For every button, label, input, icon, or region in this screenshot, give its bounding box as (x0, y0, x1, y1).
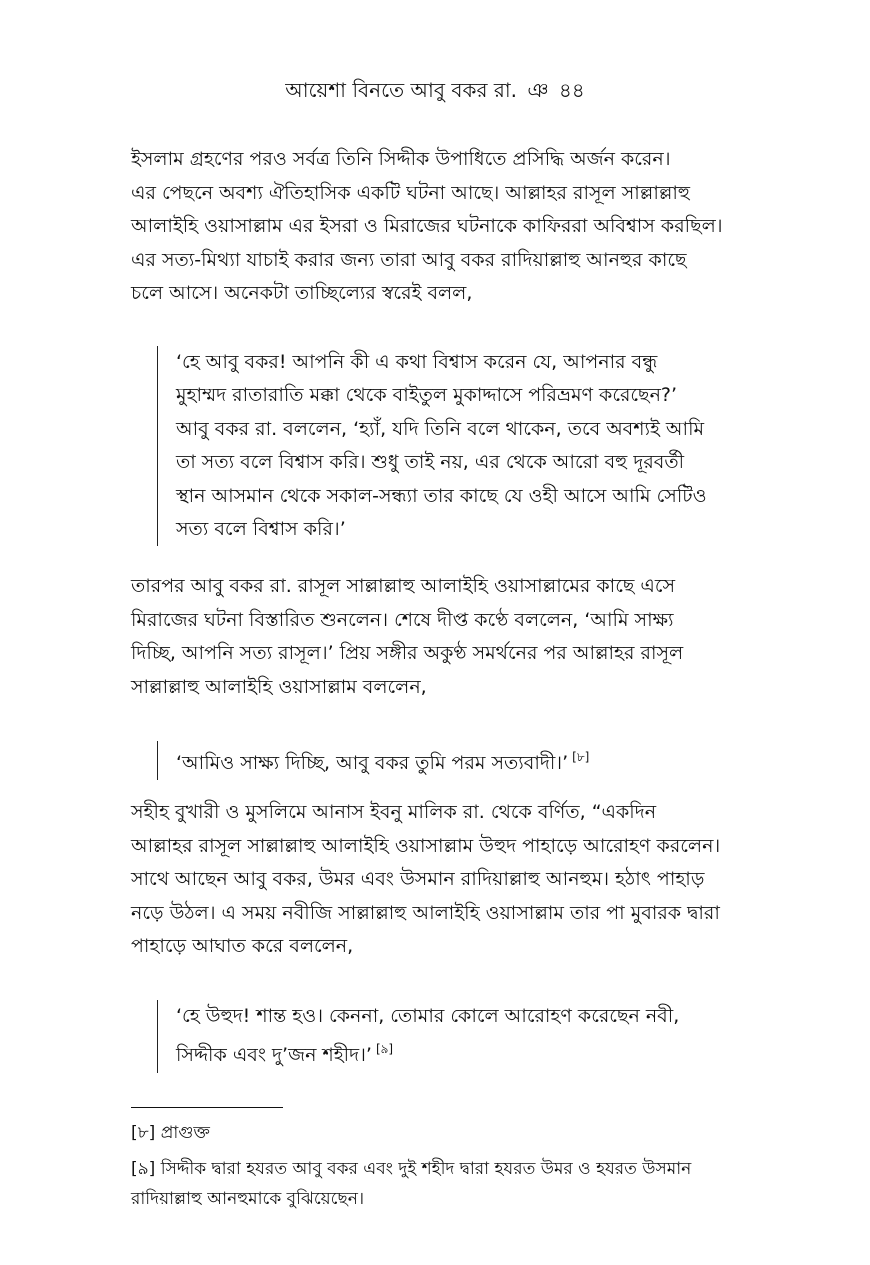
quote-line: আবু বকর রা. বললেন, ‘হ্যাঁ, যদি তিনি বলে থাকেন, তবে অবশ্যই আমি (176, 417, 705, 440)
quote-line: ‘হে আবু বকর! আপনি কী এ কথা বিশ্বাস করেন যে, আপনার বন্ধু (176, 351, 658, 373)
quote-line: মুহাম্মদ রাতারাতি মক্কা থেকে বাইতুল মুকাদ্দাসে পরিভ্রমণ করেছেন?’ (176, 384, 678, 407)
paragraph-line: ইসলাম গ্রহণের পরও সর্বত্র তিনি সিদ্দীক উপাধিতে প্রসিদ্ধি অর্জন করেন। (131, 148, 671, 170)
blockquote-1 (157, 346, 736, 546)
footnote-9: [৯] সিদ্দীক দ্বারা হযরত আবু বকর এবং দুই শহীদ দ্বারা হযরত উমর ও হযরত উসমান (131, 1159, 692, 1179)
quote-text: ‘আমিও সাক্ষ্য দিচ্ছি, আবু বকর তুমি পরম সত্যবাদী।’ (176, 752, 569, 774)
footnote-ref-9[interactable]: [৯] (375, 1042, 394, 1057)
paragraph-line: আল্লাহর রাসূল সাল্লাল্লাহু আলাইহি ওয়াসাল্লাম উহুদ পাহাড়ে আরোহণ করলেন। (131, 834, 721, 857)
paragraph-line: চলে আসে। অনেকটা তাচ্ছিল্যের স্বরেই বলল, (131, 282, 473, 305)
paragraph-line: তারপর আবু বকর রা. রাসূল সাল্লাল্লাহু আলাইহি ওয়াসাল্লামের কাছে এসে (131, 575, 676, 597)
footnote-divider (131, 1107, 283, 1108)
paragraph-line: সাল্লাল্লাহু আলাইহি ওয়াসাল্লাম বললেন, (131, 675, 427, 698)
quote-line: তা সত্য বলে বিশ্বাস করি। শুধু তাই নয়, এর থেকে আরো বহু দূরবর্তী (176, 451, 685, 474)
paragraph-line: পাহাড়ে আঘাত করে বললেন, (131, 935, 354, 958)
footnote-8: [৮] প্রাগুক্ত (131, 1123, 210, 1143)
quote-line-wrap (176, 1033, 736, 1072)
book-title: আয়েশা বিনতে আবু বকর রা. (285, 78, 517, 102)
paragraph-line: দিচ্ছি, আপনি সত্য রাসূল।’ প্রিয় সঙ্গীর অকুণ্ঠ সমর্থনের পর আল্লাহর রাসূল (131, 642, 684, 665)
paragraph-line: আলাইহি ওয়াসাল্লাম এর ইসরা ও মিরাজের ঘটনাকে কাফিররা অবিশ্বাস করছিল। (131, 215, 723, 238)
footnote-9-continued: রাদিয়াল্লাহু আনহুমাকে বুঝিয়েছেন। (131, 1189, 365, 1209)
quote-line-wrap (176, 741, 736, 780)
header-ornament: ঞ (527, 78, 549, 102)
running-header (0, 78, 870, 102)
footnotes (131, 1118, 739, 1214)
quote-line: স্থান আসমান থেকে সকাল-সন্ধ্যা তার কাছে যে ওহী আসে আমি সেটিও (176, 484, 707, 507)
paragraph-line: সহীহ বুখারী ও মুসলিমে আনাস ইবনু মালিক রা. থেকে বর্ণিত, “একদিন (131, 801, 657, 823)
quote-line: সত্য বলে বিশ্বাস করি।’ (176, 518, 346, 541)
blockquote-3 (157, 1000, 736, 1073)
paragraph-line: এর সত্য-মিথ্যা যাচাই করার জন্য তারা আবু বকর রাদিয়াল্লাহু আনহুর কাছে (131, 248, 687, 271)
footnote-ref-8[interactable]: [৮] (572, 750, 590, 764)
paragraph-line: এর পেছনে অবশ্য ঐতিহাসিক একটি ঘটনা আছে। আল্লাহর রাসূল সাল্লাল্লাহু (131, 181, 690, 204)
paragraph-line: মিরাজের ঘটনা বিস্তারিত শুনলেন। শেষে দীপ্ত কণ্ঠে বললেন, ‘আমি সাক্ষ্য (131, 608, 674, 631)
page-number: ৪৪ (558, 78, 585, 102)
quote-line: ‘হে উহুদ! শান্ত হও। কেননা, তোমার কোলে আরোহণ করেছেন নবী, (176, 1005, 680, 1027)
paragraph-3 (131, 796, 739, 964)
paragraph-1 (131, 143, 739, 311)
paragraph-2 (131, 570, 739, 704)
paragraph-line: নড়ে উঠল। এ সময় নবীজি সাল্লাল্লাহু আলাইহি ওয়াসাল্লাম তার পা মুবারক দ্বারা (131, 901, 720, 924)
paragraph-line: সাথে আছেন আবু বকর, উমর এবং উসমান রাদিয়াল্লাহু আনহুম। হঠাৎ পাহাড় (131, 868, 705, 891)
quote-text: সিদ্দীক এবং দু’জন শহীদ।’ (176, 1044, 372, 1067)
blockquote-2 (157, 741, 736, 780)
